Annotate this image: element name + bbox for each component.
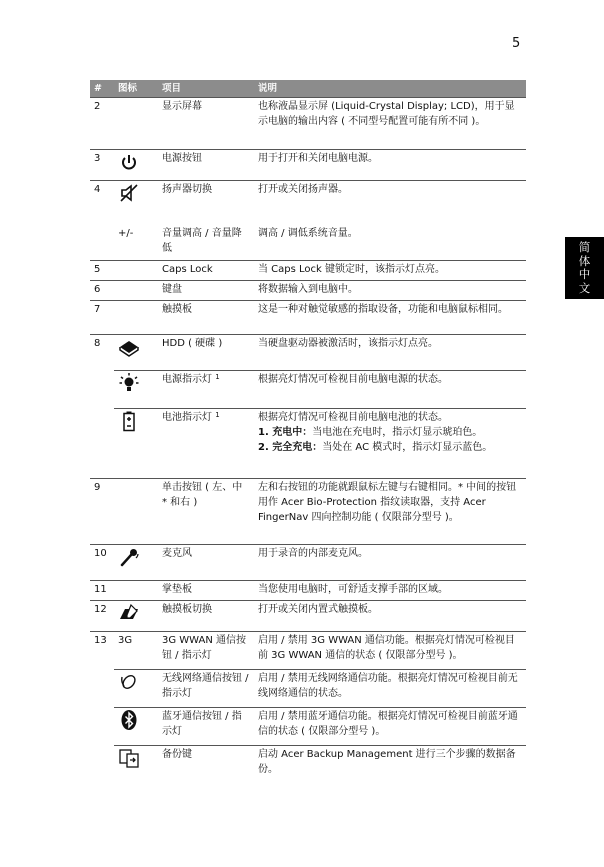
table-row [90,708,526,746]
row-icon [114,301,158,335]
row-item: 电源按钮 [158,150,254,181]
row-item: 3G WWAN 通信按钮 / 指示灯 [158,632,254,670]
row-desc: 当 Caps Lock 键锁定时，该指示灯点亮。 [254,261,526,281]
table-row [90,281,526,301]
table-row [90,632,526,670]
row-icon [114,371,158,409]
table-row [90,181,526,225]
speaker-mute-icon [118,182,140,204]
language-side-tab [565,237,604,299]
row-desc: 启用 / 禁用 3G WWAN 通信功能。根据亮灯情况可检视目前 3G WWAN 通信的状态 ( 仅限部分型号 )。 [254,632,526,670]
desc-list-item [258,440,522,455]
components-table [90,80,526,784]
page-number: 5 [512,36,521,51]
header-desc: 说明 [254,80,526,98]
row-desc: 启动 Acer Backup Management 进行三个步骤的数据备份。 [254,746,526,784]
row-desc: 根据亮灯情况可检视目前电脑电源的状态。 [254,371,526,409]
header-num: # [90,80,114,98]
row-num: 5 [90,261,114,281]
row-icon [114,150,158,181]
desc-list-text: 当电池在充电时，指示灯显示琥珀色。 [312,427,483,438]
row-item: Caps Lock [158,261,254,281]
table-row [90,545,526,581]
row-num: 13 [90,632,114,670]
row-icon [114,545,158,581]
row-num: 6 [90,281,114,301]
row-num: 8 [90,335,114,371]
row-icon [114,581,158,601]
row-icon [114,670,158,708]
row-num: 12 [90,601,114,632]
row-icon [114,281,158,301]
table-row [90,261,526,281]
row-icon [114,261,158,281]
row-item: 备份键 [158,746,254,784]
row-num [90,225,114,261]
row-icon [114,409,158,479]
backup-icon [118,747,140,769]
battery-icon [118,410,140,432]
table-row [90,746,526,784]
row-icon [114,746,158,784]
touchpad-toggle-icon [118,602,140,624]
row-desc: 当您使用电脑时，可舒适支撑手部的区域。 [254,581,526,601]
row-icon-text: +/- [118,227,134,239]
table-row [90,150,526,181]
row-num: 7 [90,301,114,335]
row-icon-text: 3G [114,632,158,670]
row-item: 单击按钮 ( 左、中 * 和右 ) [158,479,254,545]
row-item-label: 电源指示灯 [162,374,212,385]
table-row [90,335,526,371]
row-item: 无线网络通信按钮 / 指示灯 [158,670,254,708]
power-indicator-icon [118,372,140,394]
table-row [90,409,526,479]
row-item: 掌垫板 [158,581,254,601]
table-header-row [90,80,526,98]
table-row [90,301,526,335]
header-item: 项目 [158,80,254,98]
row-item-label: 电池指示灯 [162,412,212,423]
side-tab-char: 文 [578,280,591,295]
row-item: 触摸板 [158,301,254,335]
power-icon [118,151,140,173]
row-num: 4 [90,181,114,225]
row-desc: 启用 / 禁用蓝牙通信功能。根据亮灯情况可检视目前蓝牙通信的状态 ( 仅限部分型号 )。 [254,708,526,746]
row-icon [114,335,158,371]
row-desc: 打开或关闭扬声器。 [254,181,526,225]
row-item: 麦克风 [158,545,254,581]
row-num [90,708,114,746]
row-num: 11 [90,581,114,601]
row-item: HDD ( 硬碟 ) [158,335,254,371]
row-item: 音量调高 / 音量降低 [162,227,242,254]
row-num [90,371,114,409]
wireless-icon [118,671,140,693]
table-row [90,225,526,261]
row-item: 键盘 [158,281,254,301]
row-desc: 左和右按钮的功能就跟鼠标左键与右键相同。* 中间的按钮用作 Acer Bio-Protection 指纹读取器，支持 Acer FingerNav 四向控制功能 ( 仅限部分型号 )。 [254,479,526,545]
footnote-mark: 1 [215,373,220,381]
table-row [90,601,526,632]
row-num [90,409,114,479]
row-num: 3 [90,150,114,181]
side-tab-char: 体 [578,253,591,268]
bluetooth-icon [118,709,140,731]
desc-list-item [258,425,522,440]
hdd-icon [118,336,140,358]
table-row [90,479,526,545]
row-icon [114,181,158,225]
row-desc: 将数据输入到电脑中。 [254,281,526,301]
table-row [90,581,526,601]
side-tab-char: 简 [578,240,591,254]
desc-list-label: 1. 充电中： [258,427,313,438]
row-icon [114,601,158,632]
side-tab-char: 中 [578,267,591,281]
row-desc: 这是一种对触觉敏感的指取设备，功能和电脑鼠标相同。 [254,301,526,335]
row-item [158,409,254,479]
table-row [90,371,526,409]
desc-list-text: 当处在 AC 模式时，指示灯显示蓝色。 [322,442,493,453]
table-row [90,98,526,150]
header-icon: 图标 [114,80,158,98]
row-desc: 用于录音的内部麦克风。 [254,545,526,581]
row-num: 2 [90,98,114,150]
row-item: 扬声器切换 [158,181,254,225]
footnote-mark: 1 [215,411,220,419]
desc-list-label: 2. 完全充电： [258,442,323,453]
row-num: 9 [90,479,114,545]
row-desc: 用于打开和关闭电脑电源。 [254,150,526,181]
row-item [158,371,254,409]
row-icon [114,708,158,746]
row-desc: 启用 / 禁用无线网络通信功能。根据亮灯情况可检视目前无线网络通信的状态。 [254,670,526,708]
row-item: 显示屏幕 [158,98,254,150]
row-desc [254,409,526,479]
row-num [90,670,114,708]
row-item: 触摸板切换 [158,601,254,632]
row-num: 10 [90,545,114,581]
microphone-icon [118,546,140,568]
row-icon [114,479,158,545]
row-desc: 也称液晶显示屏 (Liquid-Crystal Display; LCD)，用于显示电脑的输出内容 ( 不同型号配置可能有所不同 )。 [254,98,526,150]
row-num [90,746,114,784]
row-desc: 调高 / 调低系统音量。 [258,227,358,239]
row-desc-text: 根据亮灯情况可检视目前电脑电池的状态。 [258,412,448,423]
row-desc: 打开或关闭内置式触摸板。 [254,601,526,632]
row-desc: 当硬盘驱动器被激活时，该指示灯点亮。 [254,335,526,371]
table-row [90,670,526,708]
row-item: 蓝牙通信按钮 / 指示灯 [158,708,254,746]
row-icon [114,98,158,150]
